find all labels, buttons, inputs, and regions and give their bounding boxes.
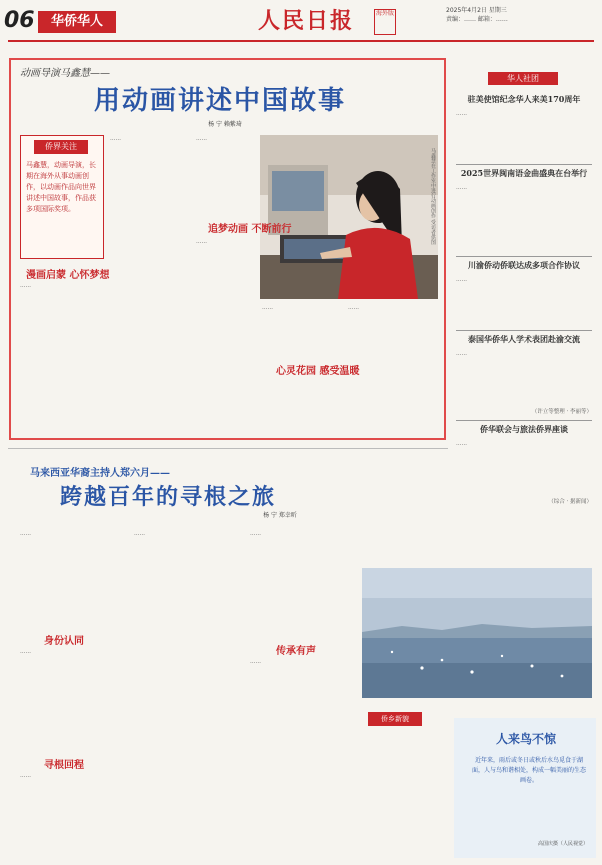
main-column-5: …… [348,305,359,311]
bottom-column-3b: …… [250,659,261,665]
masthead-logo: 人民日报 [258,8,355,34]
right-body-5: …… [456,441,467,447]
bottom-subhead-2: 寻根回程 [44,760,84,771]
bottom-kicker: 马来西亚华裔主持人郑六月—— [30,468,170,479]
main-subhead-3: 心灵花园 感受温暖 [276,366,360,377]
masthead-edition: 海外版 [374,9,396,35]
intro-text: 马鑫慧，动画导演，长期在海外从事动画创作，以动画作品向世界讲述中国故事，作品获多项国际奖项。 [26,161,96,213]
right-headline-2: 2025世界闽南语金曲盛典在台举行 [460,168,588,178]
bottom-column-1b: …… [20,649,31,655]
editor-line: 责编：…… 邮箱：…… [446,16,508,23]
bottom-column-1c: …… [20,773,31,779]
main-subhead-2: 追梦动画 不断前行 [208,224,292,235]
right-section-tag: 华人社团 [488,72,558,85]
photo-caption: 马鑫慧在工作室中进行动画创作 受访者供图 [430,148,436,245]
header-rule [8,40,594,42]
main-column-3a: …… [196,136,207,142]
bottom-subhead-3: 传承有声 [276,646,316,657]
hometown-tag: 侨乡新貌 [368,712,422,726]
right-divider-1 [456,164,592,165]
date-info [446,6,596,34]
right-body-2: …… [456,185,467,191]
photo-story-text: 近年来，雨后或冬日或秋后水鸟觅食于湖面，人与鸟和谐相处，构成一幅美丽的生态画卷。 [471,757,586,784]
right-headline-3: 川渝侨动侨联达成多项合作协议 [468,260,580,270]
main-subhead-1: 漫画启蒙 心怀梦想 [26,270,110,281]
artist-photo-graphic [260,135,438,299]
section-name: 华侨华人 [38,11,116,33]
right-body-3: …… [456,277,467,283]
bottom-column-3a: …… [250,531,261,537]
bottom-column-2: …… [134,531,145,537]
main-column-1: …… [20,283,31,289]
section-separator [8,448,448,449]
main-byline: 杨 宁 赖紫琦 [208,121,242,128]
right-credit-2: （综合 · 据新闻） [548,499,592,505]
lake-photo [362,568,592,698]
main-column-4: …… [262,305,273,311]
artist-photo [260,135,438,299]
right-divider-2 [456,256,592,257]
main-title: 用动画讲述中国故事 [94,86,347,116]
main-column-3b: …… [196,239,207,245]
bottom-subhead-1: 身份认同 [44,636,84,647]
main-kicker: 动画导演马鑫慧—— [20,68,110,79]
right-body-4: …… [456,351,467,357]
intro-tag: 侨界关注 [34,140,88,154]
bottom-title: 跨越百年的寻根之旅 [60,484,277,510]
bottom-column-1a: …… [20,531,31,537]
lake-photo-graphic [362,568,592,698]
main-column-2: …… [110,136,121,142]
right-divider-3 [456,330,592,331]
bottom-byline: 杨 宁 郑幸昕 [263,512,297,519]
page-number: 06 [4,8,35,33]
photo-story-title: 人来鸟不惊 [495,732,556,746]
date-line: 2025年4月2日 星期三 [446,7,507,14]
right-headline-4: 泰国华侨华人学术表团赴渝交流 [468,334,580,344]
right-headline-1: 驻美使馆纪念华人来美170周年 [467,94,581,104]
right-divider-4 [456,420,592,421]
photo-story-credit: 高国庆摄（人民视觉） [537,841,588,847]
right-body-1: …… [456,111,467,117]
right-credit-1: （许立等整理 · 李丽等） [531,409,592,415]
right-headline-5: 侨华联会与旅法侨界座谈 [480,424,568,434]
